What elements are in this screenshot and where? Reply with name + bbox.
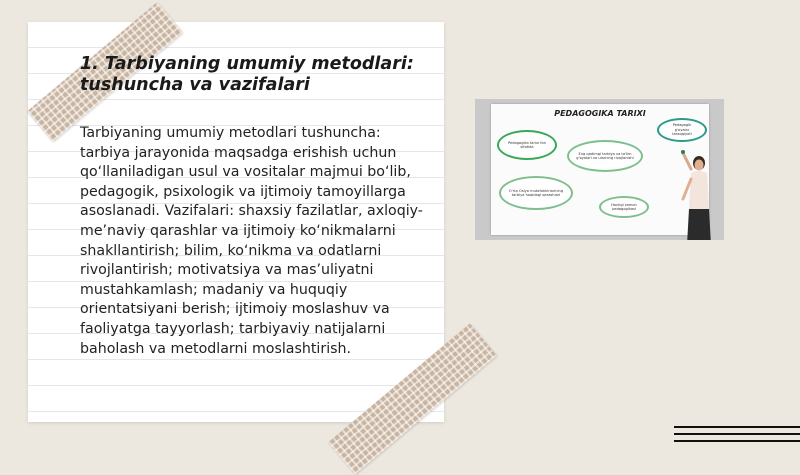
bubble-3: Pedagogik g'oyalar taraqqiyoti xyxy=(657,118,707,142)
decor-line-3 xyxy=(674,440,800,442)
decor-line-1 xyxy=(674,426,800,428)
whiteboard xyxy=(491,104,709,235)
bubble-4: O'rta Osiyo mutafakkirlarining tarbiya haqidagi qarashlari xyxy=(499,176,573,210)
decor-line-2 xyxy=(674,433,800,435)
slide-body-text: Tarbiyaning umumiy metodlari tushuncha: tarbiya jarayonida maqsadga erishish uchun qo‘llaniladigan usul va vositalar majmui bo‘lib, pedagogik, psixologik va ijtimoiy tamoyillarga asoslanadi. Vazifalari: shaxsiy fazilatlar, axloqiy-me’naviy qarashlar va ijtimoiy ko‘nikmalarni shakllantirish; bilim, ko‘nikma va odatlarni rivojlantirish; motivatsiya va mas’uliyatni mustahkamlash; madaniy va huquqiy orientatsiyani berish; ijtimoiy moslashuv va faoliyatga tayyorlash; tarbiyaviy natijalarni baholash va metodlarni moslashtirish. xyxy=(80,125,423,357)
bubble-2: Eng qadimgi tarbiya va ta'lim g'oyalari va ularning rivojlanishi xyxy=(567,140,643,172)
whiteboard-photo xyxy=(475,99,724,240)
bubble-5: Hozirgi zamon pedagogikasi xyxy=(599,196,649,218)
board-title: PEDAGOGIKA TARIXI xyxy=(554,109,646,118)
bubble-1: Pedagogika tarixi fan sifatida xyxy=(497,130,557,160)
slide-title: 1. Tarbiyaning umumiy metodlari: tushuncha va vazifalari xyxy=(80,54,414,95)
teacher-figure xyxy=(677,149,717,240)
